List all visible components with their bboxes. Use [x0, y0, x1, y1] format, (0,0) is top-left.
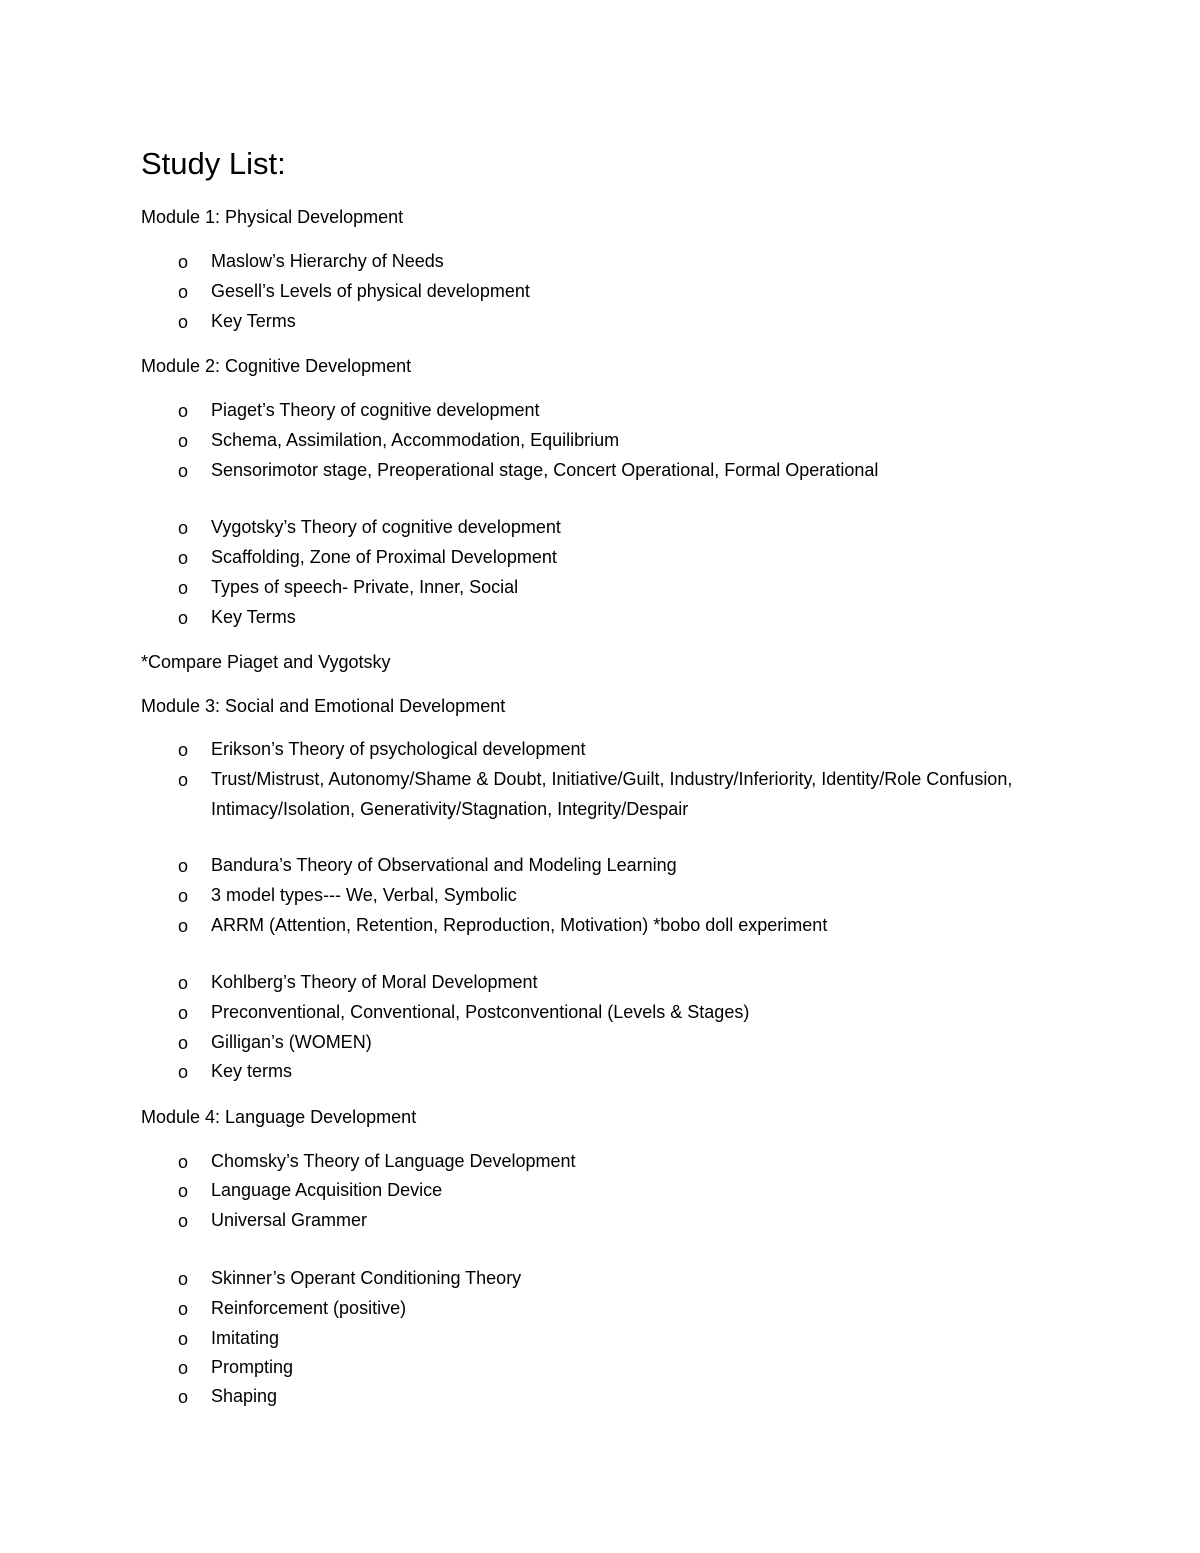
module-4-heading: Module 4: Language Development — [141, 1107, 417, 1127]
compare-note: *Compare Piaget and Vygotsky — [141, 652, 391, 672]
bullet-marker: o — [178, 1329, 189, 1349]
bullet-marker: o — [178, 1211, 189, 1231]
list-item: Erikson’s Theory of psychological development — [211, 739, 586, 759]
list-item: Piaget’s Theory of cognitive development — [211, 400, 540, 420]
list-item: Kohlberg’s Theory of Moral Development — [211, 972, 538, 992]
list-item: Universal Grammer — [211, 1210, 368, 1230]
bullet-marker: o — [178, 1387, 189, 1407]
list-item: Language Acquisition Device — [211, 1180, 443, 1200]
bullet-marker: o — [178, 401, 189, 421]
list-item: Trust/Mistrust, Autonomy/Shame & Doubt, Initiative/Guilt, Industry/Inferiority, Identity/Role Confusion, Intimacy/Isolation, Generativity/Stagnation, Integrity/Despair — [211, 769, 1013, 819]
page-title: Study List: — [141, 146, 286, 181]
bullet-marker: o — [178, 1003, 189, 1023]
list-item: Preconventional, Conventional, Postconventional (Levels & Stages) — [211, 1002, 750, 1022]
bullet-marker: o — [178, 1152, 189, 1172]
list-item: Schema, Assimilation, Accommodation, Equilibrium — [211, 430, 620, 450]
bullet-marker: o — [178, 1062, 189, 1082]
list-item: Key Terms — [211, 607, 296, 627]
bullet-marker: o — [178, 461, 189, 481]
list-item: Bandura’s Theory of Observational and Modeling Learning — [211, 855, 677, 875]
bullet-marker: o — [178, 856, 189, 876]
bullet-marker: o — [178, 886, 189, 906]
list-item: Shaping — [211, 1386, 278, 1406]
list-item: Scaffolding, Zone of Proximal Development — [211, 547, 557, 567]
list-item: Skinner’s Operant Conditioning Theory — [211, 1268, 522, 1288]
list-item: Maslow’s Hierarchy of Needs — [211, 251, 444, 271]
list-item: Imitating — [211, 1328, 280, 1348]
module-1-heading: Module 1: Physical Development — [141, 207, 404, 227]
bullet-marker: o — [178, 1299, 189, 1319]
bullet-marker: o — [178, 608, 189, 628]
module-2-heading: Module 2: Cognitive Development — [141, 356, 412, 376]
list-item: Types of speech- Private, Inner, Social — [211, 577, 519, 597]
bullet-marker: o — [178, 973, 189, 993]
list-item: Vygotsky’s Theory of cognitive development — [211, 517, 561, 537]
list-item: Sensorimotor stage, Preoperational stage, Concert Operational, Formal Operational — [211, 460, 879, 480]
bullet-marker: o — [178, 770, 189, 790]
list-item: Gilligan’s (WOMEN) — [211, 1032, 372, 1052]
list-item: Gesell’s Levels of physical development — [211, 281, 530, 301]
list-item: ARRM (Attention, Retention, Reproduction, Motivation) *bobo doll experiment — [211, 915, 828, 935]
bullet-marker: o — [178, 1033, 189, 1053]
bullet-marker: o — [178, 740, 189, 760]
bullet-marker: o — [178, 548, 189, 568]
list-item: Key Terms — [211, 311, 296, 331]
bullet-marker: o — [178, 578, 189, 598]
bullet-marker: o — [178, 1358, 189, 1378]
bullet-marker: o — [178, 916, 189, 936]
bullet-marker: o — [178, 1181, 189, 1201]
bullet-marker: o — [178, 282, 189, 302]
list-item: Key terms — [211, 1061, 293, 1081]
list-item: Chomsky’s Theory of Language Development — [211, 1151, 576, 1171]
list-item: 3 model types--- We, Verbal, Symbolic — [211, 885, 517, 905]
bullet-marker: o — [178, 431, 189, 451]
bullet-marker: o — [178, 518, 189, 538]
bullet-marker: o — [178, 252, 189, 272]
bullet-marker: o — [178, 312, 189, 332]
list-item: Prompting — [211, 1357, 294, 1377]
list-item: Reinforcement (positive) — [211, 1298, 407, 1318]
module-3-heading: Module 3: Social and Emotional Development — [141, 696, 506, 716]
bullet-marker: o — [178, 1269, 189, 1289]
